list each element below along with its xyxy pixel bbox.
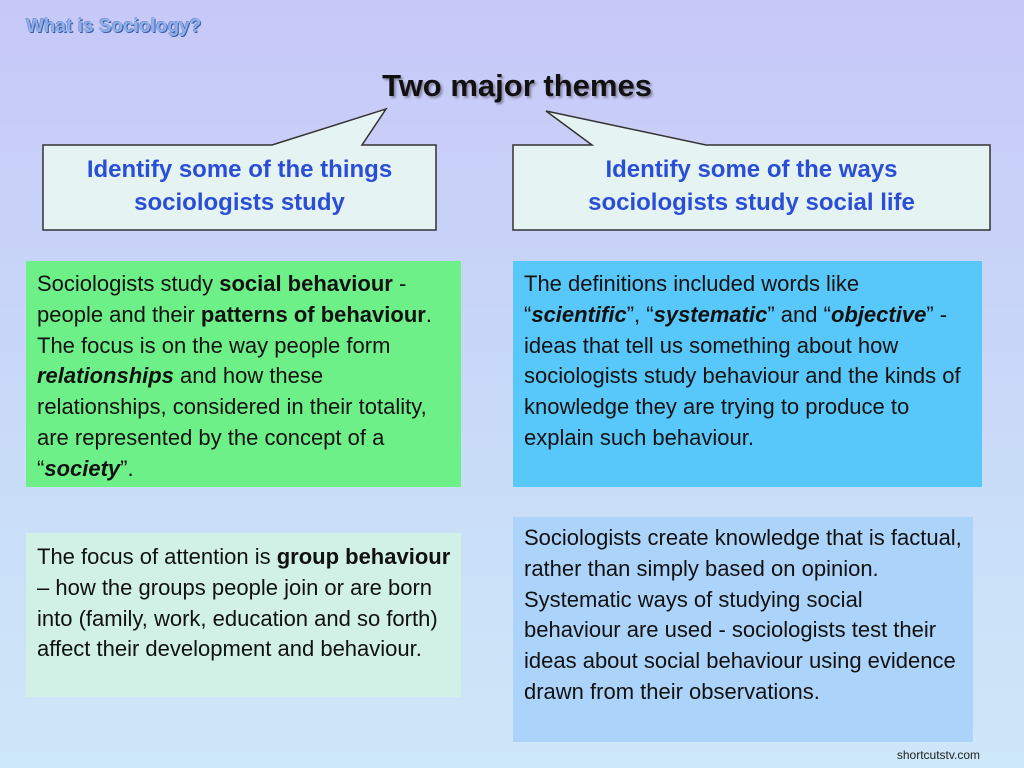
section-title: What is Sociology? [26,16,202,37]
group-behaviour-box: The focus of attention is group behaviour – how the groups people join or are born into (family, work, education and so forth) affect their development and behaviour. [26,533,461,697]
social-behaviour-box: Sociologists study social behaviour - people and their patterns of behaviour. The focus is on the way people form relationships and how these relationships, considered in their totality, are represented by the concept of a “society”. [26,261,461,487]
definitions-box: The definitions included words like “scientific”, “systematic” and “objective” - ideas that tell us something about how sociologists study behaviour and the kinds of knowledge they are trying to produce to explain such behaviour. [513,261,982,487]
knowledge-box: Sociologists create knowledge that is factual, rather than simply based on opinion. Systematic ways of studying social behaviour are used - sociologists test their ideas about social behaviour using evidence drawn from their observations. [513,517,973,742]
callout-left-text: Identify some of the things sociologists study [86,156,393,216]
footer-credit: shortcutstv.com [896,748,980,762]
callout-right-text: Identify some of the ways sociologists study social life [588,156,915,216]
page-title: Two major themes [382,68,652,103]
